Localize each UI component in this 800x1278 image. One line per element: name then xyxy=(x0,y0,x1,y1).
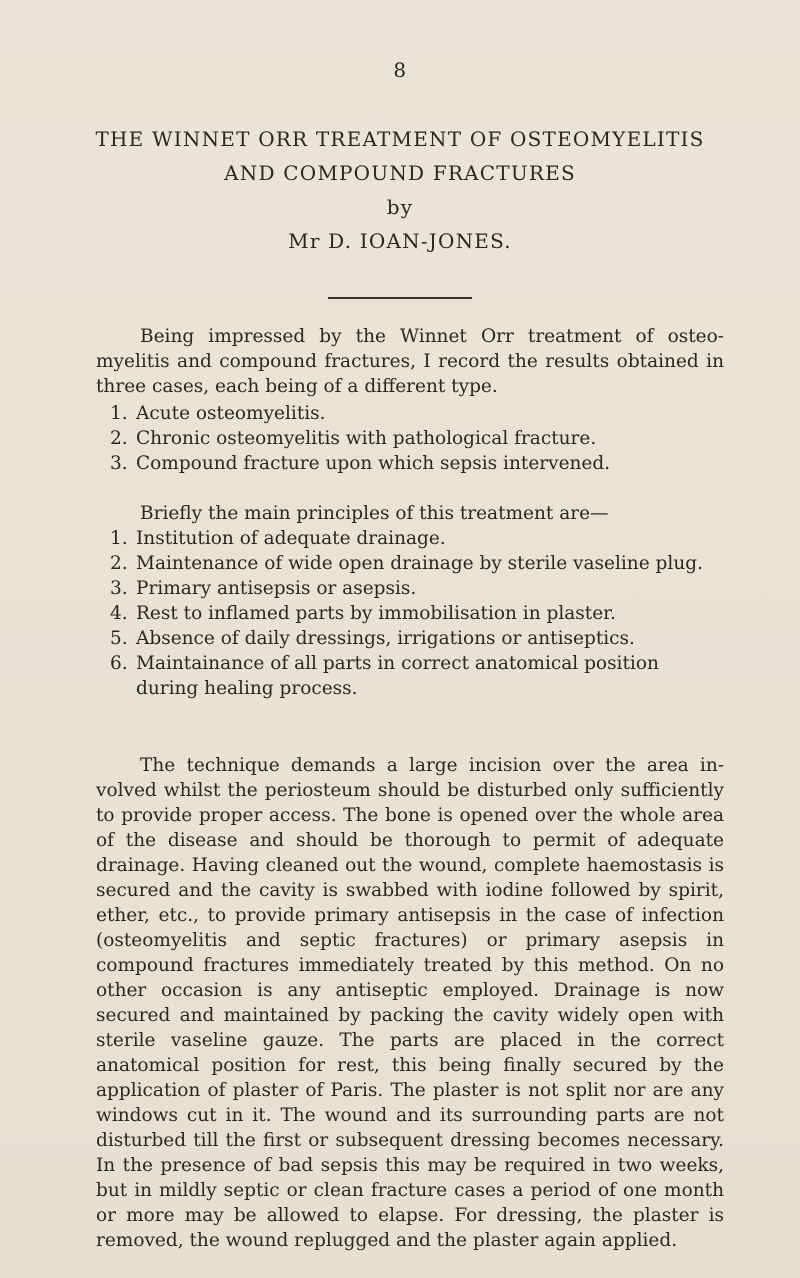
page-number: 8 xyxy=(393,58,407,82)
principles-section xyxy=(96,501,724,701)
list-number: 1. xyxy=(110,403,128,424)
list-number: 3. xyxy=(110,578,128,599)
cases-list xyxy=(96,401,724,476)
list-item xyxy=(96,626,724,651)
intro-paragraph: Being impressed by the Winnet Orr treatment of osteo-myelitis and compound fractures, I record the results obtained in three cases, each being of a different type. xyxy=(96,326,724,397)
list-text: Institution of adequate drainage. xyxy=(136,528,446,549)
list-item xyxy=(96,576,724,601)
list-text: Maintenance of wide open drainage by sterile vaseline plug. xyxy=(136,553,703,574)
list-text: Absence of daily dressings, irrigations or antiseptics. xyxy=(136,628,635,649)
list-item xyxy=(96,451,724,476)
cases-section xyxy=(96,401,724,476)
list-number: 2. xyxy=(110,553,128,574)
list-text: Chronic osteomyelitis with pathological fracture. xyxy=(136,428,597,449)
article-title-block xyxy=(50,122,750,258)
author-name: Mr D. IOAN-JONES. xyxy=(288,229,512,253)
title-divider xyxy=(328,297,472,299)
list-item xyxy=(96,651,724,701)
title-line-1: THE WINNET ORR TREATMENT OF OSTEOMYELITIS xyxy=(95,127,705,151)
list-number: 6. xyxy=(110,653,128,674)
list-item xyxy=(96,601,724,626)
list-number: 3. xyxy=(110,453,128,474)
list-number: 2. xyxy=(110,428,128,449)
intro-section xyxy=(96,324,724,399)
technique-section xyxy=(96,753,724,1253)
list-number: 4. xyxy=(110,603,128,624)
principles-heading: Briefly the main principles of this treatment are— xyxy=(140,503,609,524)
list-text: Compound fracture upon which sepsis intervened. xyxy=(136,453,611,474)
list-text: Primary antisepsis or asepsis. xyxy=(136,578,417,599)
list-item xyxy=(96,426,724,451)
list-text: Acute osteomyelitis. xyxy=(136,403,326,424)
list-number: 1. xyxy=(110,528,128,549)
list-item xyxy=(96,526,724,551)
list-text: Rest to inflamed parts by immobilisation in plaster. xyxy=(136,603,616,624)
technique-paragraph: The technique demands a large incision over the area in-volved whilst the periosteum should be disturbed only sufficiently to provide proper access. The bone is opened over the whole area of the disease and should be thorough to permit of adequate drainage. Having cleaned out the wound, complete haemostasis is secured and the cavity is swabbed with iodine followed by spirit, ether, etc., to provide primary antisepsis in the case of infection (osteomyelitis and septic fractures) or primary asepsis in compound fractures immediately treated by this method. On no other occasion is any antiseptic employed. Drainage is now secured and maintained by packing the cavity widely open with sterile vaseline gauze. The parts are placed in the correct anatomical position for rest, this being finally secured by the application of plaster of Paris. The plaster is not split nor are any windows cut in it. The wound and its surrounding parts are not disturbed till the first or subsequent dressing becomes necessary. In the presence of bad sepsis this may be required in two weeks, but in mildly septic or clean fracture cases a period of one month or more may be allowed to elapse. For dressing, the plaster is removed, the wound replugged and the plaster again applied. xyxy=(96,755,724,1251)
title-line-2: AND COMPOUND FRACTURES xyxy=(224,161,576,185)
principles-list xyxy=(96,526,724,701)
list-item xyxy=(96,551,724,576)
list-number: 5. xyxy=(110,628,128,649)
list-text: Maintainance of all parts in correct anatomical position during healing process. xyxy=(136,653,659,699)
title-by: by xyxy=(386,195,414,219)
list-item xyxy=(96,401,724,426)
